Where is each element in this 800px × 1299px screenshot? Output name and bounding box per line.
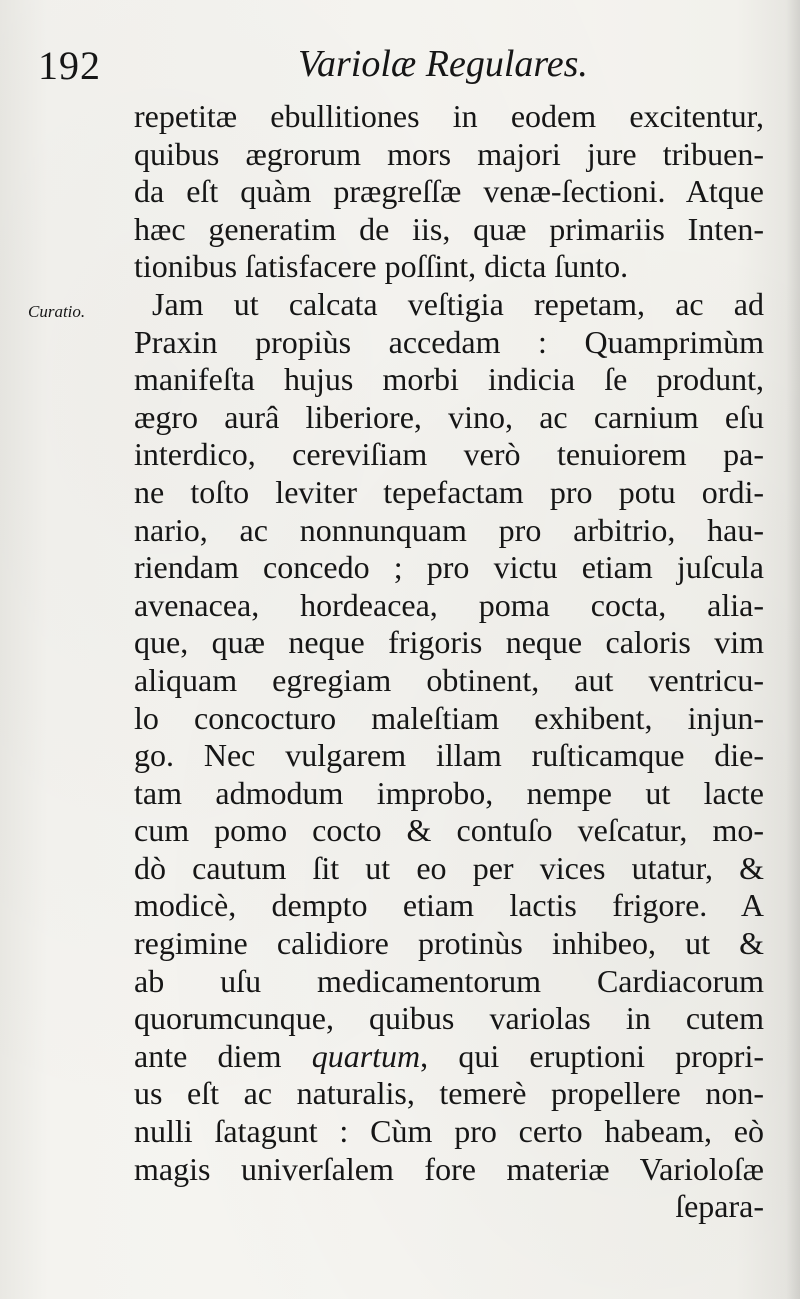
text-line: quibus ægrorum mors majori jure tribuen- xyxy=(134,135,764,172)
text-line: ne toſto leviter tepefactam pro potu ordi- xyxy=(134,473,764,510)
text-line: cum pomo cocto & contuſo veſcatur, mo- xyxy=(134,812,764,849)
text-segment: , qui eruptioni propri- xyxy=(420,1037,765,1074)
text-line: us eſt ac naturalis, temerè propellere non- xyxy=(134,1075,764,1112)
text-line: ægro aurâ liberiore, vino, ac carnium eſu xyxy=(134,398,764,435)
body-text xyxy=(134,98,764,1226)
text-line: avenacea, hordeacea, poma cocta, alia- xyxy=(134,586,764,623)
text-line: go. Nec vulgarem illam ruſticamque die- xyxy=(134,737,764,774)
text-line: dò cautum ſit ut eo per vices utatur, & xyxy=(134,849,764,886)
page-edge-shadow xyxy=(786,0,800,1299)
text-segment: ante diem xyxy=(134,1037,282,1074)
text-line: riendam concedo ; pro victu etiam juſcula xyxy=(134,549,764,586)
text-line: ab uſu medicamentorum Cardiacorum xyxy=(134,962,764,999)
text-line xyxy=(134,1038,764,1076)
text-line: aliquam egregiam obtinent, aut ventricu- xyxy=(134,661,764,698)
running-head: Variolæ Regulares. xyxy=(298,43,588,85)
text-line: nario, ac nonnunquam pro arbitrio, hau- xyxy=(134,511,764,548)
text-line: repetitæ ebullitiones in eodem excitentur, xyxy=(134,98,764,134)
text-line: interdico, cereviſiam verò tenuiorem pa- xyxy=(134,436,764,473)
text-line: tam admodum improbo, nempe ut lacte xyxy=(134,774,764,811)
text-line: Praxin propiùs accedam : Quamprimùm xyxy=(134,323,764,360)
text-line: que, quæ neque frigoris neque caloris vim xyxy=(134,624,764,661)
text-line: manifeſta hujus morbi indicia ſe produnt, xyxy=(134,361,764,398)
text-line: nulli ſatagunt : Cùm pro certo habeam, eò xyxy=(134,1113,764,1150)
text-line: lo concocturo maleſtiam exhibent, injun- xyxy=(134,699,764,736)
text-line: quorumcunque, quibus variolas in cutem xyxy=(134,1000,764,1037)
text-line: da eſt quàm prægreſſæ venæ-ſectioni. Atque xyxy=(134,173,764,210)
text-line: regimine calidiore protinùs inhibeo, ut & xyxy=(134,925,764,962)
text-line: magis univerſalem fore materiæ Varioloſæ xyxy=(134,1150,764,1187)
page-number: 192 xyxy=(38,43,101,88)
text-line: modicè, dempto etiam lactis frigore. A xyxy=(134,887,764,924)
catchword: ſepara- xyxy=(675,1188,764,1225)
text-line: tionibus ſatisfacere poſſint, dicta ſunto. xyxy=(134,248,629,285)
text-line: Jam ut calcata veſtigia repetam, ac ad xyxy=(152,285,764,322)
marginal-note: Curatio. xyxy=(28,302,86,321)
text-line: hæc generatim de iis, quæ primariis Inten- xyxy=(134,210,764,247)
italic-word: quartum xyxy=(311,1037,421,1074)
